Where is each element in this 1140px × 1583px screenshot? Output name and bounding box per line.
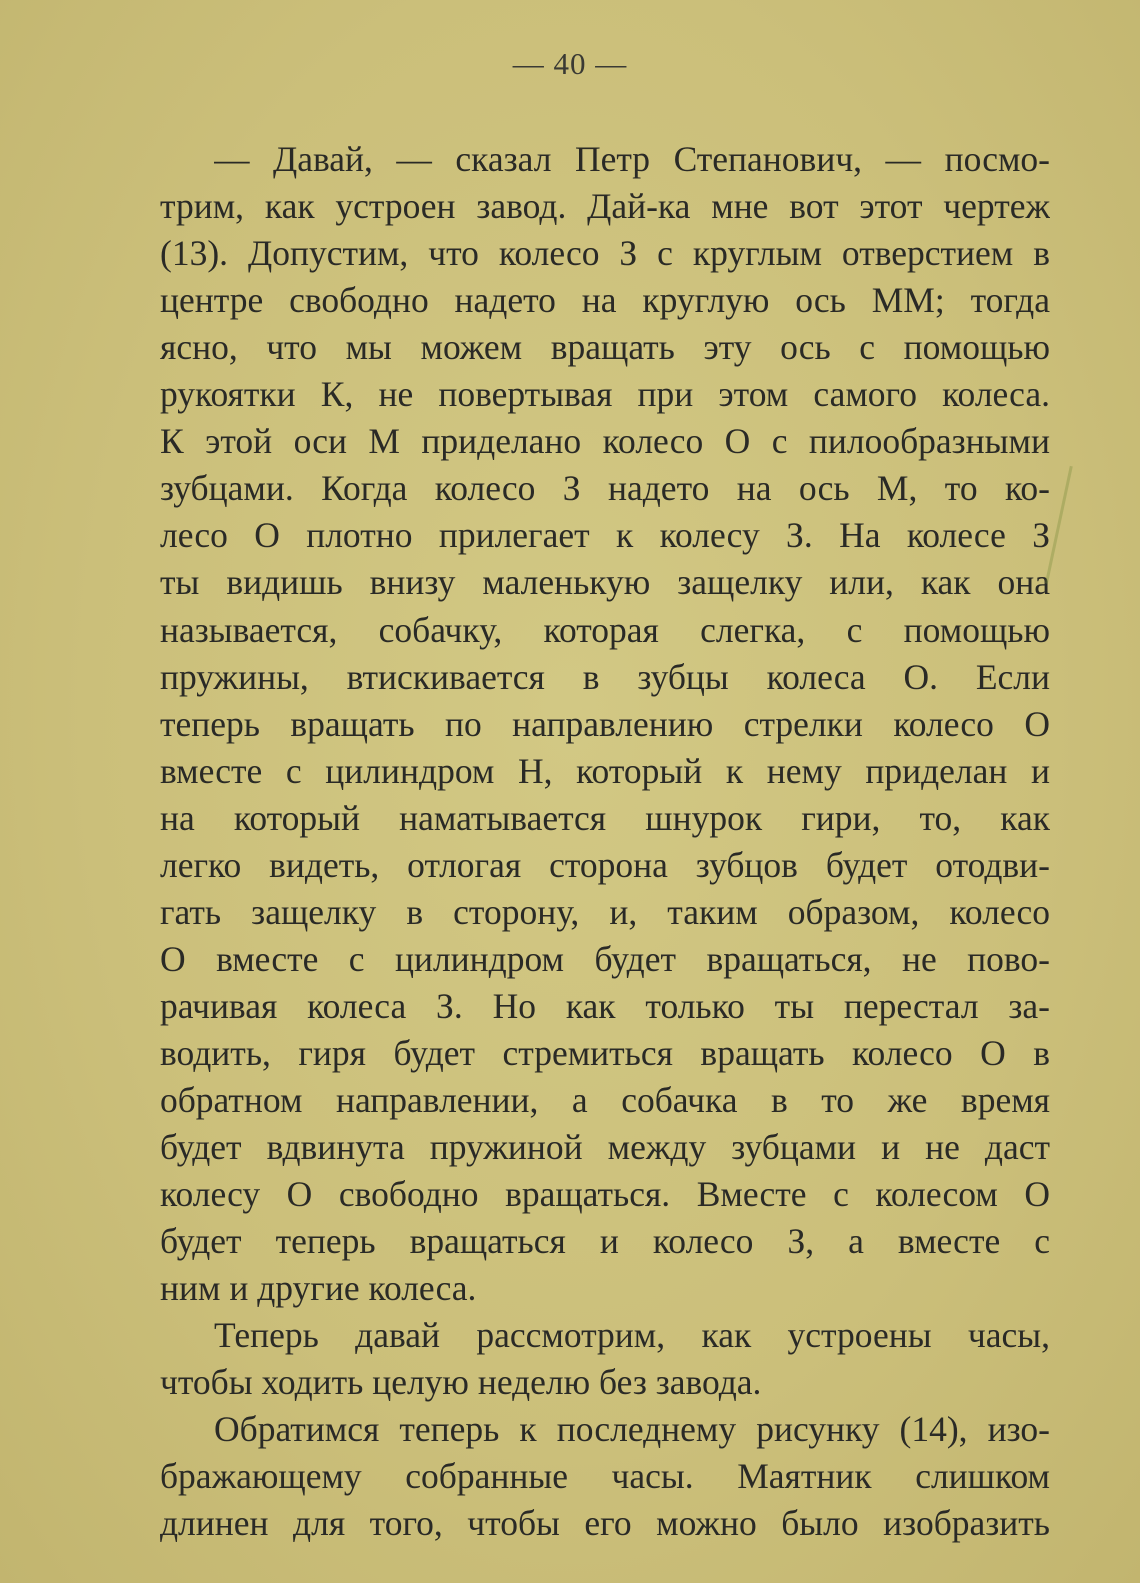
text-line: будет вдвинута пружиной между зубцами и не даст (160, 1127, 1050, 1168)
text-line: легко видеть, отлогая сторона зубцов будет отодви- (160, 844, 1050, 885)
text-line: колесу О свободно вращаться. Вместе с колесом О (160, 1174, 1050, 1215)
text-line: будет теперь вращаться и колесо З, а вместе с (160, 1221, 1050, 1262)
text-line: лесо О плотно прилегает к колесу З. На колесе З (160, 515, 1050, 556)
text-line: теперь вращать по направлению стрелки колесо О (160, 703, 1050, 744)
text-line: ним и другие колеса. (160, 1268, 477, 1309)
text-line: обратном направлении, а собачка в то же время (160, 1080, 1050, 1120)
text-line: рачивая колеса З. Но как только ты перестал за- (160, 985, 1050, 1026)
text-line: зубцами. Когда колесо З надето на ось М, то ко- (160, 468, 1050, 509)
text-line: Теперь давай рассмотрим, как устроены часы, (214, 1315, 1050, 1356)
text-line: называется, собачку, которая слегка, с помощью (160, 609, 1050, 650)
text-line: длинен для того, чтобы его можно было изобразить (160, 1503, 1050, 1544)
text-line: Обратимся теперь к последнему рисунку (14), изо- (214, 1409, 1050, 1450)
text-line: вместе с цилиндром Н, который к нему приделан и (160, 750, 1050, 791)
text-line: — Давай, — сказал Петр Степанович, — посмо- (214, 139, 1050, 179)
text-line: К этой оси М приделано колесо О с пилообразными (160, 421, 1050, 462)
page-number: — 40 — (512, 46, 628, 81)
text-line: ясно, что мы можем вращать эту ось с помощью (160, 327, 1050, 368)
text-line: трим, как устроен завод. Дай-ка мне вот этот чертеж (160, 186, 1050, 227)
text-line: чтобы ходить целую неделю без завода. (160, 1362, 762, 1403)
text-line: центре свободно надето на круглую ось ММ; тогда (160, 280, 1050, 321)
text-line: водить, гиря будет стремиться вращать колесо О в (160, 1032, 1050, 1073)
page-mark (1045, 466, 1102, 590)
text-line: ты видишь внизу маленькую защелку или, как она (160, 562, 1050, 603)
text-line: рукоятки К, не повертывая при этом самого колеса. (160, 374, 1050, 415)
text-line: гать защелку в сторону, и, таким образом, колесо (160, 891, 1050, 932)
text-line: О вместе с цилиндром будет вращаться, не пово- (160, 938, 1050, 979)
text-line: на который наматывается шнурок гири, то, как (160, 797, 1050, 838)
text-line: пружины, втискивается в зубцы колеса О. Если (160, 656, 1050, 697)
text-line: (13). Допустим, что колесо З с круглым отверстием в (160, 233, 1050, 274)
text-line: бражающему собранные часы. Маятник слишком (160, 1456, 1050, 1497)
